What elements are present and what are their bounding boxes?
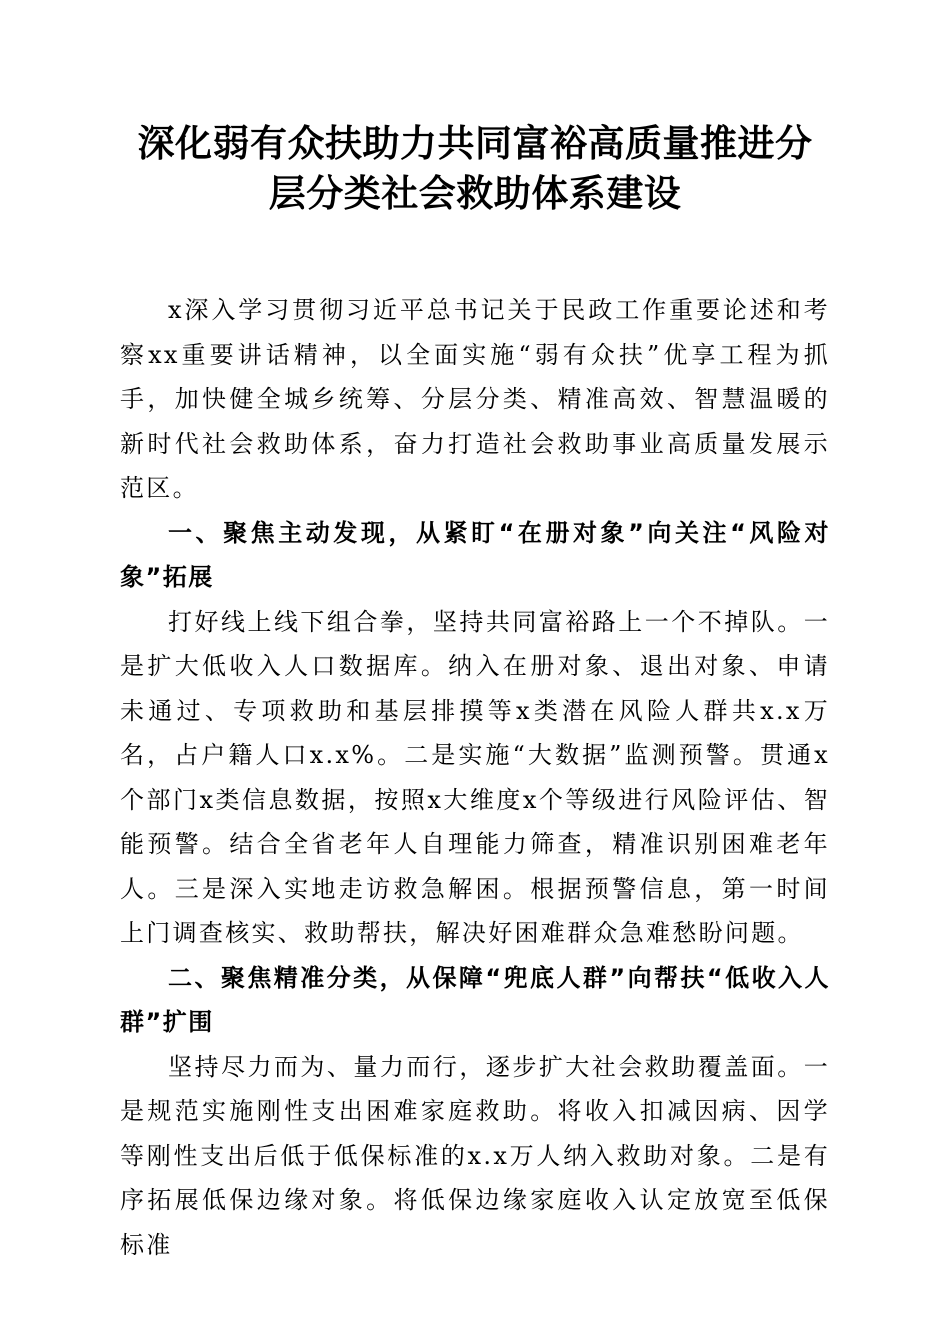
document-title: 深化弱有众扶助力共同富裕高质量推进分层分类社会救助体系建设: [137, 121, 813, 215]
document-body: [120, 288, 830, 1267]
intro-paragraph: x深入学习贯彻习近平总书记关于民政工作重要论述和考察xx重要讲话精神，以全面实施“弱有众扶”优享工程为抓手，加快健全城乡统筹、分层分类、精准高效、智慧温暖的新时代社会救助体系，奋力打造社会救助事业高质量发展示范区。: [120, 296, 830, 502]
section-2-paragraph: 坚持尽力而为、量力而行，逐步扩大社会救助覆盖面。一是规范实施刚性支出困难家庭救助。将收入扣减因病、因学等刚性支出后低于低保标准的x.x万人纳入救助对象。二是有序拓展低保边缘对象。将低保边缘家庭收入认定放宽至低保标准: [120, 1052, 830, 1259]
section-1-paragraph: 打好线上线下组合拳，坚持共同富裕路上一个不掉队。一是扩大低收入人口数据库。纳入在册对象、退出对象、申请未通过、专项救助和基层排摸等x类潜在风险人群共x.x万名，占户籍人口x.x%。二是实施“大数据”监测预警。贯通x个部门x类信息数据，按照x大维度x个等级进行风险评估、智能预警。结合全省老年人自理能力筛查，精准识别困难老年人。三是深入实地走访救急解困。根据预警信息，第一时间上门调查核实、救助帮扶，解决好困难群众急难愁盼问题。: [120, 607, 830, 947]
document-page: [120, 118, 830, 1267]
section-2-heading: 二、聚焦精准分类，从保障“兜底人群”向帮扶“低收入人群”扩围: [120, 963, 830, 1036]
section-1-heading: 一、聚焦主动发现，从紧盯“在册对象”向关注“风险对象”拓展: [120, 518, 830, 591]
